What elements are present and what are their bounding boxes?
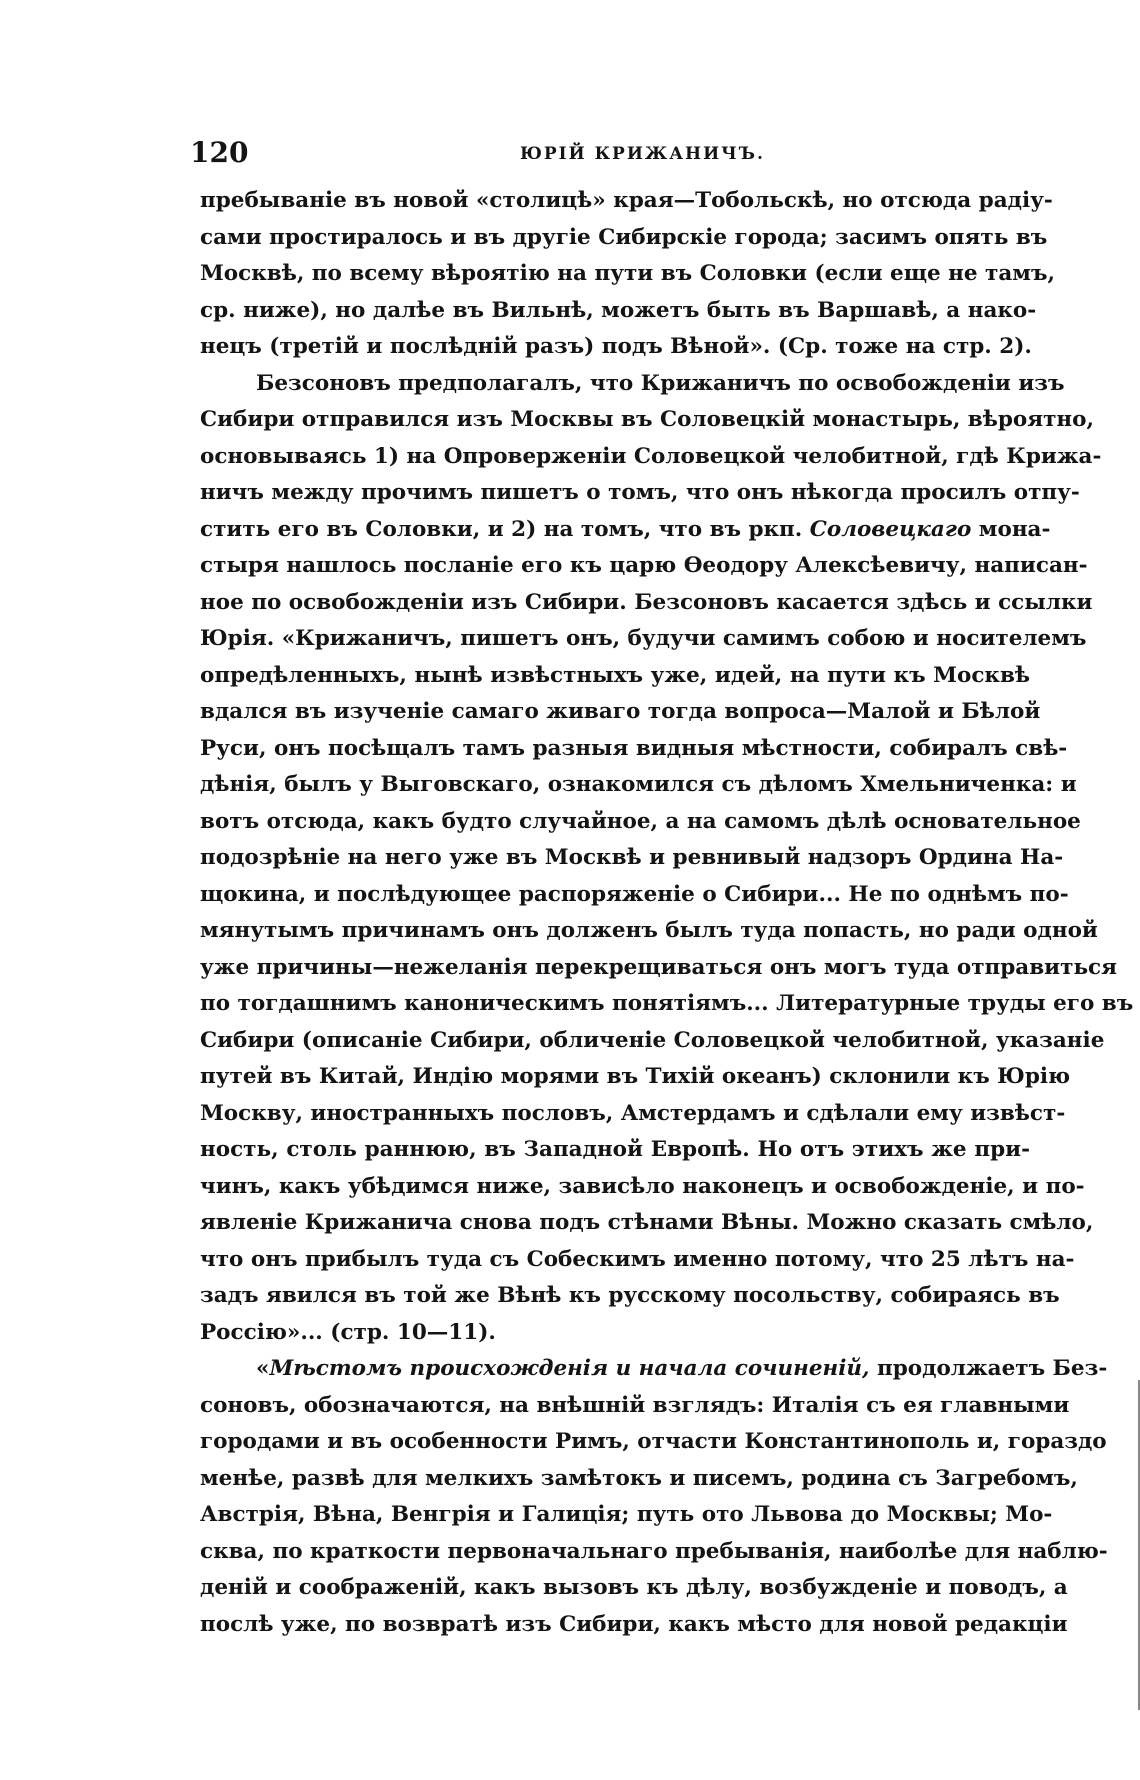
text-line-main: сами простиралось и въ другіе Сибирскіе города; засимъ опять въ xyxy=(200,224,1048,250)
text-line-main: дѣнія, былъ у Выговскаго, ознакомился съ дѣломъ Хмельниченка: и xyxy=(200,772,1077,797)
text-line xyxy=(200,1315,1030,1352)
text-line-main: ность, столь раннюю, въ Западной Европѣ. Но отъ этихъ же при- xyxy=(200,1137,1030,1162)
text-line-main: ное по освобожденіи изъ Сибири. Безсоновъ касается здѣсь и ссылки xyxy=(200,589,1093,615)
italic-phrase: Мѣстомъ происхожденія и начала сочиненій, xyxy=(269,1356,870,1381)
text-line xyxy=(200,767,1077,804)
text-line xyxy=(200,366,1065,403)
text-line xyxy=(200,329,1030,366)
text-line-main: задъ явился въ той же Вѣнѣ къ русскому посольству, собираясь въ xyxy=(200,1283,1060,1308)
text-line xyxy=(200,402,1094,439)
text-line xyxy=(200,1278,1060,1315)
text-line-main: « xyxy=(256,1356,270,1381)
text-line-main: послѣ уже, по возвратѣ изъ Сибири, какъ мѣсто для новой редакціи xyxy=(200,1611,1068,1637)
text-line xyxy=(200,840,1064,877)
text-line-main: пребываніе въ новой «столицѣ» края—Тобольскѣ, но отсюда радіу- xyxy=(200,188,1053,213)
text-line-main: мянутымъ причинамъ онъ долженъ былъ туда попасть, но ради одной xyxy=(200,918,1098,943)
text-line xyxy=(200,1351,1108,1388)
text-line xyxy=(200,1570,1068,1607)
text-line xyxy=(200,1132,1030,1169)
text-line-main: уже причины—нежеланія перекрещиваться онъ могъ туда отправиться xyxy=(200,954,1118,980)
text-line-main: вотъ отсюда, какъ будто случайное, а на самомъ дѣлѣ основательное xyxy=(200,808,1081,834)
text-line-main: Москвѣ, по всему вѣроятію на пути въ Соловки (если еще не тамъ, xyxy=(200,261,1055,286)
text-line xyxy=(200,585,1093,622)
text-line-main: Юрія. «Крижаничъ, пишетъ онъ, будучи самимъ собою и носителемъ xyxy=(200,626,1087,651)
text-line xyxy=(200,694,1041,731)
text-line xyxy=(200,475,1080,512)
text-line xyxy=(200,1607,1068,1644)
text-line-main: основываясь 1) на Опроверженіи Соловецкой челобитной, гдѣ Крижа- xyxy=(200,443,1102,469)
text-line-main: Австрія, Вѣна, Венгрія и Галиція; путь ото Львова до Москвы; Мо- xyxy=(200,1502,1053,1527)
text-line-main: городами и въ особенности Римъ, отчасти Константинополь и, гораздо xyxy=(200,1429,1107,1454)
text-line xyxy=(200,1497,1053,1534)
text-line-main: явленіе Крижанича снова подъ стѣнами Вѣны. Можно сказать смѣло, xyxy=(200,1210,1094,1235)
text-line-main: Россію»... (стр. 10—11). xyxy=(200,1319,496,1345)
text-line-main: стыря нашлось посланіе его къ царю Ѳеодору Алексѣевичу, написан- xyxy=(200,553,1088,578)
text-line xyxy=(200,621,1087,658)
text-line-main: подозрѣніе на него уже въ Москвѣ и ревнивый надзоръ Ордина На- xyxy=(200,845,1064,870)
text-line-main: чинъ, какъ убѣдимся ниже, зависѣло наконецъ и освобожденіе, и по- xyxy=(200,1173,1085,1199)
body-text xyxy=(200,183,1134,1643)
text-line xyxy=(200,950,1118,987)
text-line-main: ср. ниже), но далѣе въ Вильнѣ, можетъ быть въ Варшавѣ, а нако- xyxy=(200,297,1037,323)
text-line xyxy=(200,293,1037,330)
text-line xyxy=(200,1242,1075,1279)
text-line xyxy=(200,183,1053,220)
text-line-main: по тогдашнимъ каноническимъ понятіямъ... Литературные труды его въ xyxy=(200,991,1134,1016)
text-line-main: Москву, иностранныхъ пословъ, Амстердамъ и сдѣлали ему извѣст- xyxy=(200,1100,1066,1126)
text-line-main: менѣе, развѣ для мелкихъ замѣтокъ и писемъ, родина съ Загребомъ, xyxy=(200,1465,1078,1491)
page-number: 120 xyxy=(190,136,249,169)
text-line-tail: продолжаетъ Без- xyxy=(877,1356,1108,1381)
text-line xyxy=(200,804,1081,841)
text-line-main: соновъ, обозначаются, на внѣшній взглядъ: Италія съ ея главными xyxy=(200,1392,1070,1418)
text-line xyxy=(200,1534,1108,1571)
text-line xyxy=(200,548,1088,585)
text-line xyxy=(200,986,1134,1023)
italic-phrase: Соловецкаго xyxy=(809,516,972,542)
text-line-main: ничъ между прочимъ пишетъ о томъ, что онъ нѣкогда просилъ отпу- xyxy=(200,480,1080,505)
text-line-main: Руси, онъ посѣщалъ тамъ разныя видныя мѣстности, собиралъ свѣ- xyxy=(200,735,1068,761)
text-line-main: опредѣленныхъ, нынѣ извѣстныхъ уже, идей, на пути къ Москвѣ xyxy=(200,662,1030,688)
text-line xyxy=(200,731,1068,768)
text-line xyxy=(200,877,1069,914)
text-line xyxy=(200,1461,1078,1498)
text-line-main: нецъ (третій и послѣдній разъ) подъ Вѣной». (Ср. тоже на стр. 2). xyxy=(200,334,1032,359)
text-line xyxy=(200,256,1055,293)
text-line xyxy=(200,1424,1107,1461)
text-line xyxy=(200,1205,1094,1242)
text-line xyxy=(200,658,1030,695)
text-line xyxy=(200,913,1098,950)
text-line-main: Сибири (описаніе Сибири, обличеніе Соловецкой челобитной, указаніе xyxy=(200,1027,1105,1053)
text-line-main: Сибири отправился изъ Москвы въ Соловецкій монастырь, вѣроятно, xyxy=(200,407,1094,432)
running-head: ЮРІЙ КРИЖАНИЧЪ. xyxy=(520,144,765,164)
text-line xyxy=(200,1388,1070,1425)
text-line xyxy=(200,512,1051,549)
text-line-main: путей въ Китай, Индію морями въ Тихій океанъ) склонили къ Юрію xyxy=(200,1064,1071,1089)
text-line-main: вдался въ изученіе самаго живаго тогда вопроса—Малой и Бѣлой xyxy=(200,699,1041,724)
text-line xyxy=(200,1169,1085,1206)
text-line xyxy=(200,1096,1066,1133)
text-line-main: Безсоновъ предполагалъ, что Крижаничъ по освобожденіи изъ xyxy=(256,370,1065,396)
text-line xyxy=(200,220,1048,257)
text-line-main: стить его въ Соловки, и 2) на томъ, что въ ркп. xyxy=(200,516,803,542)
text-line xyxy=(200,1059,1071,1096)
page-header xyxy=(190,136,1030,180)
text-line-main: щокина, и послѣдующее распоряженіе о Сибири... Не по однѣмъ по- xyxy=(200,881,1069,907)
text-line-main: что онъ прибылъ туда съ Собескимъ именно потому, что 25 лѣтъ на- xyxy=(200,1246,1075,1272)
text-line-main: деній и соображеній, какъ вызовъ къ дѣлу, возбужденіе и поводъ, а xyxy=(200,1575,1068,1600)
text-line xyxy=(200,1023,1105,1060)
text-line-tail: мона- xyxy=(978,516,1051,542)
text-line-main: сква, по краткости первоначальнаго пребыванія, наиболѣе для наблю- xyxy=(200,1538,1108,1564)
text-line xyxy=(200,439,1102,476)
